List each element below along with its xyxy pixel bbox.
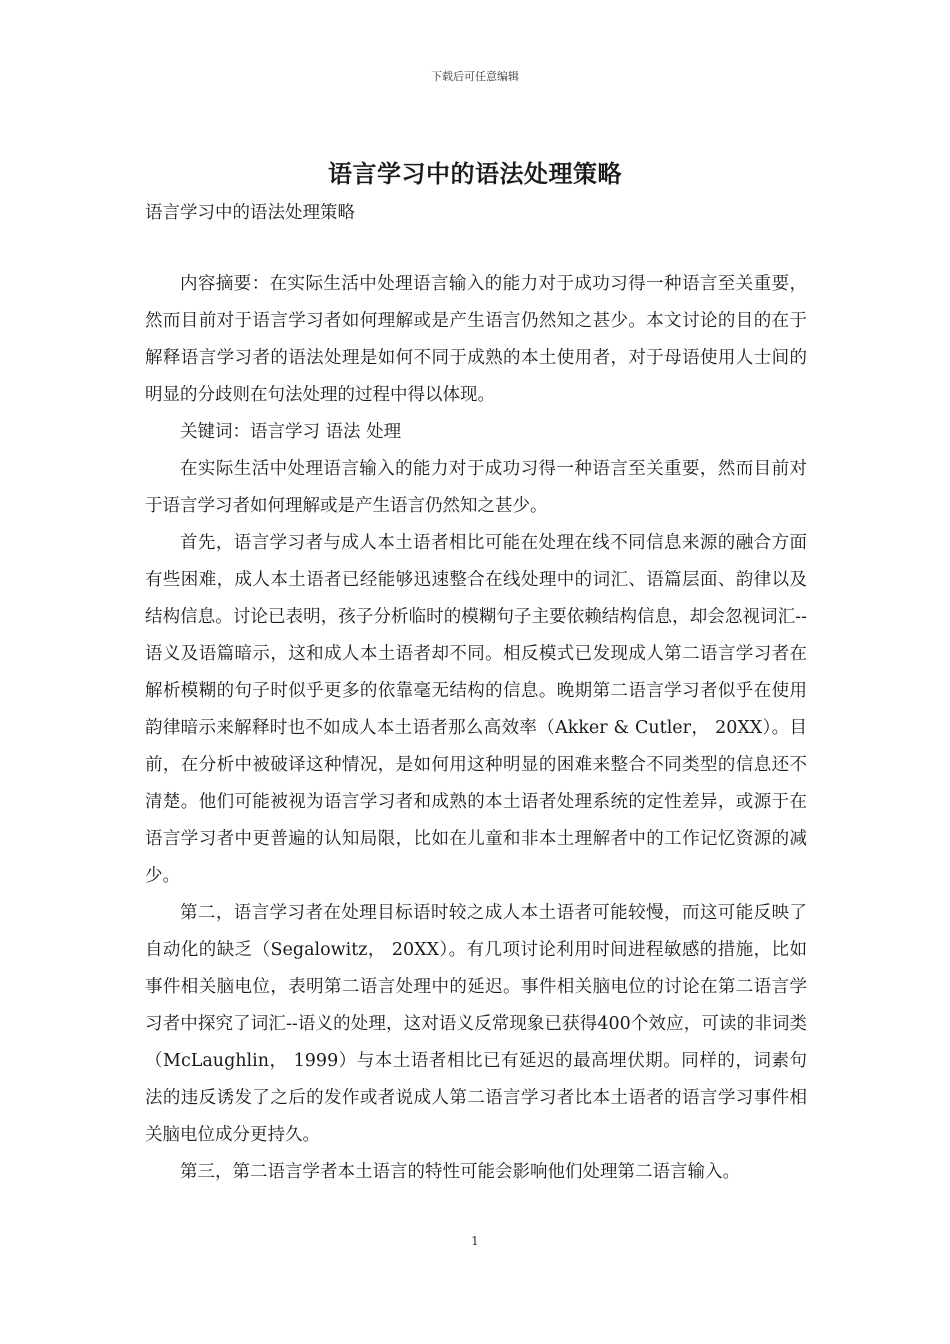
second-point-paragraph: 第二，语言学习者在处理目标语时较之成人本土语者可能较慢，而这可能反映了自动化的缺乏（Segalowitz， 20XX）。有几项讨论利用时间进程敏感的措施，比如事件相关脑电位，表明第二语言处理中的延迟。事件相关脑电位的讨论在第二语言学习者中探究了词汇--语义的处理，这对语义反常现象已获得400个效应，可读的非词类（McLaughlin， 1999）与本土语者相比已有延迟的最高埋伏期。同样的，词素句法的违反诱发了之后的发作或者说成人第二语言学习者比本土语者的语言学习事件相关脑电位成分更持久。	[145, 903, 807, 1145]
first-point-paragraph: 首先，语言学习者与成人本土语者相比可能在处理在线不同信息来源的融合方面有些困难，成人本土语者已经能够迅速整合在线处理中的词汇、语篇层面、韵律以及结构信息。讨论已表明，孩子分析临时的模糊句子主要依赖结构信息，却会忽视词汇--语义及语篇暗示，这和成人本土语者却不同。相反模式已发现成人第二语言学习者在解析模糊的句子时似乎更多的依靠毫无结构的信息。晚期第二语言学习者似乎在使用韵律暗示来解释时也不如成人本土语者那么高效率（Akker & Cutler， 20XX）。目前，在分析中被破译这种情况，是如何用这种明显的困难来整合不同类型的信息还不清楚。他们可能被视为语言学习者和成熟的本土语者处理系统的定性差异，或源于在语言学习者中更普遍的认知局限，比如在儿童和非本土理解者中的工作记忆资源的减少。	[145, 533, 807, 886]
intro-paragraph: 在实际生活中处理语言输入的能力对于成功习得一种语言至关重要，然而目前对于语言学习者如何理解或是产生语言仍然知之甚少。	[145, 459, 807, 516]
document-subtitle: 语言学习中的语法处理策略	[145, 203, 355, 223]
document-title: 语言学习中的语法处理策略	[328, 160, 622, 188]
page-number: 1	[471, 1234, 479, 1248]
third-point-paragraph: 第三，第二语言学者本土语言的特性可能会影响他们处理第二语言输入。	[180, 1162, 740, 1182]
header-note: 下载后可任意编辑	[431, 70, 519, 83]
abstract-paragraph: 内容摘要：在实际生活中处理语言输入的能力对于成功习得一种语言至关重要，然而目前对于语言学习者如何理解或是产生语言仍然知之甚少。本文讨论的目的在于解释语言学习者的语法处理是如何不同于成熟的本土使用者，对于母语使用人士间的明显的分歧则在句法处理的过程中得以体现。	[145, 274, 807, 405]
keywords-line: 关键词：语言学习 语法 处理	[180, 422, 402, 442]
document-body	[145, 266, 807, 1191]
